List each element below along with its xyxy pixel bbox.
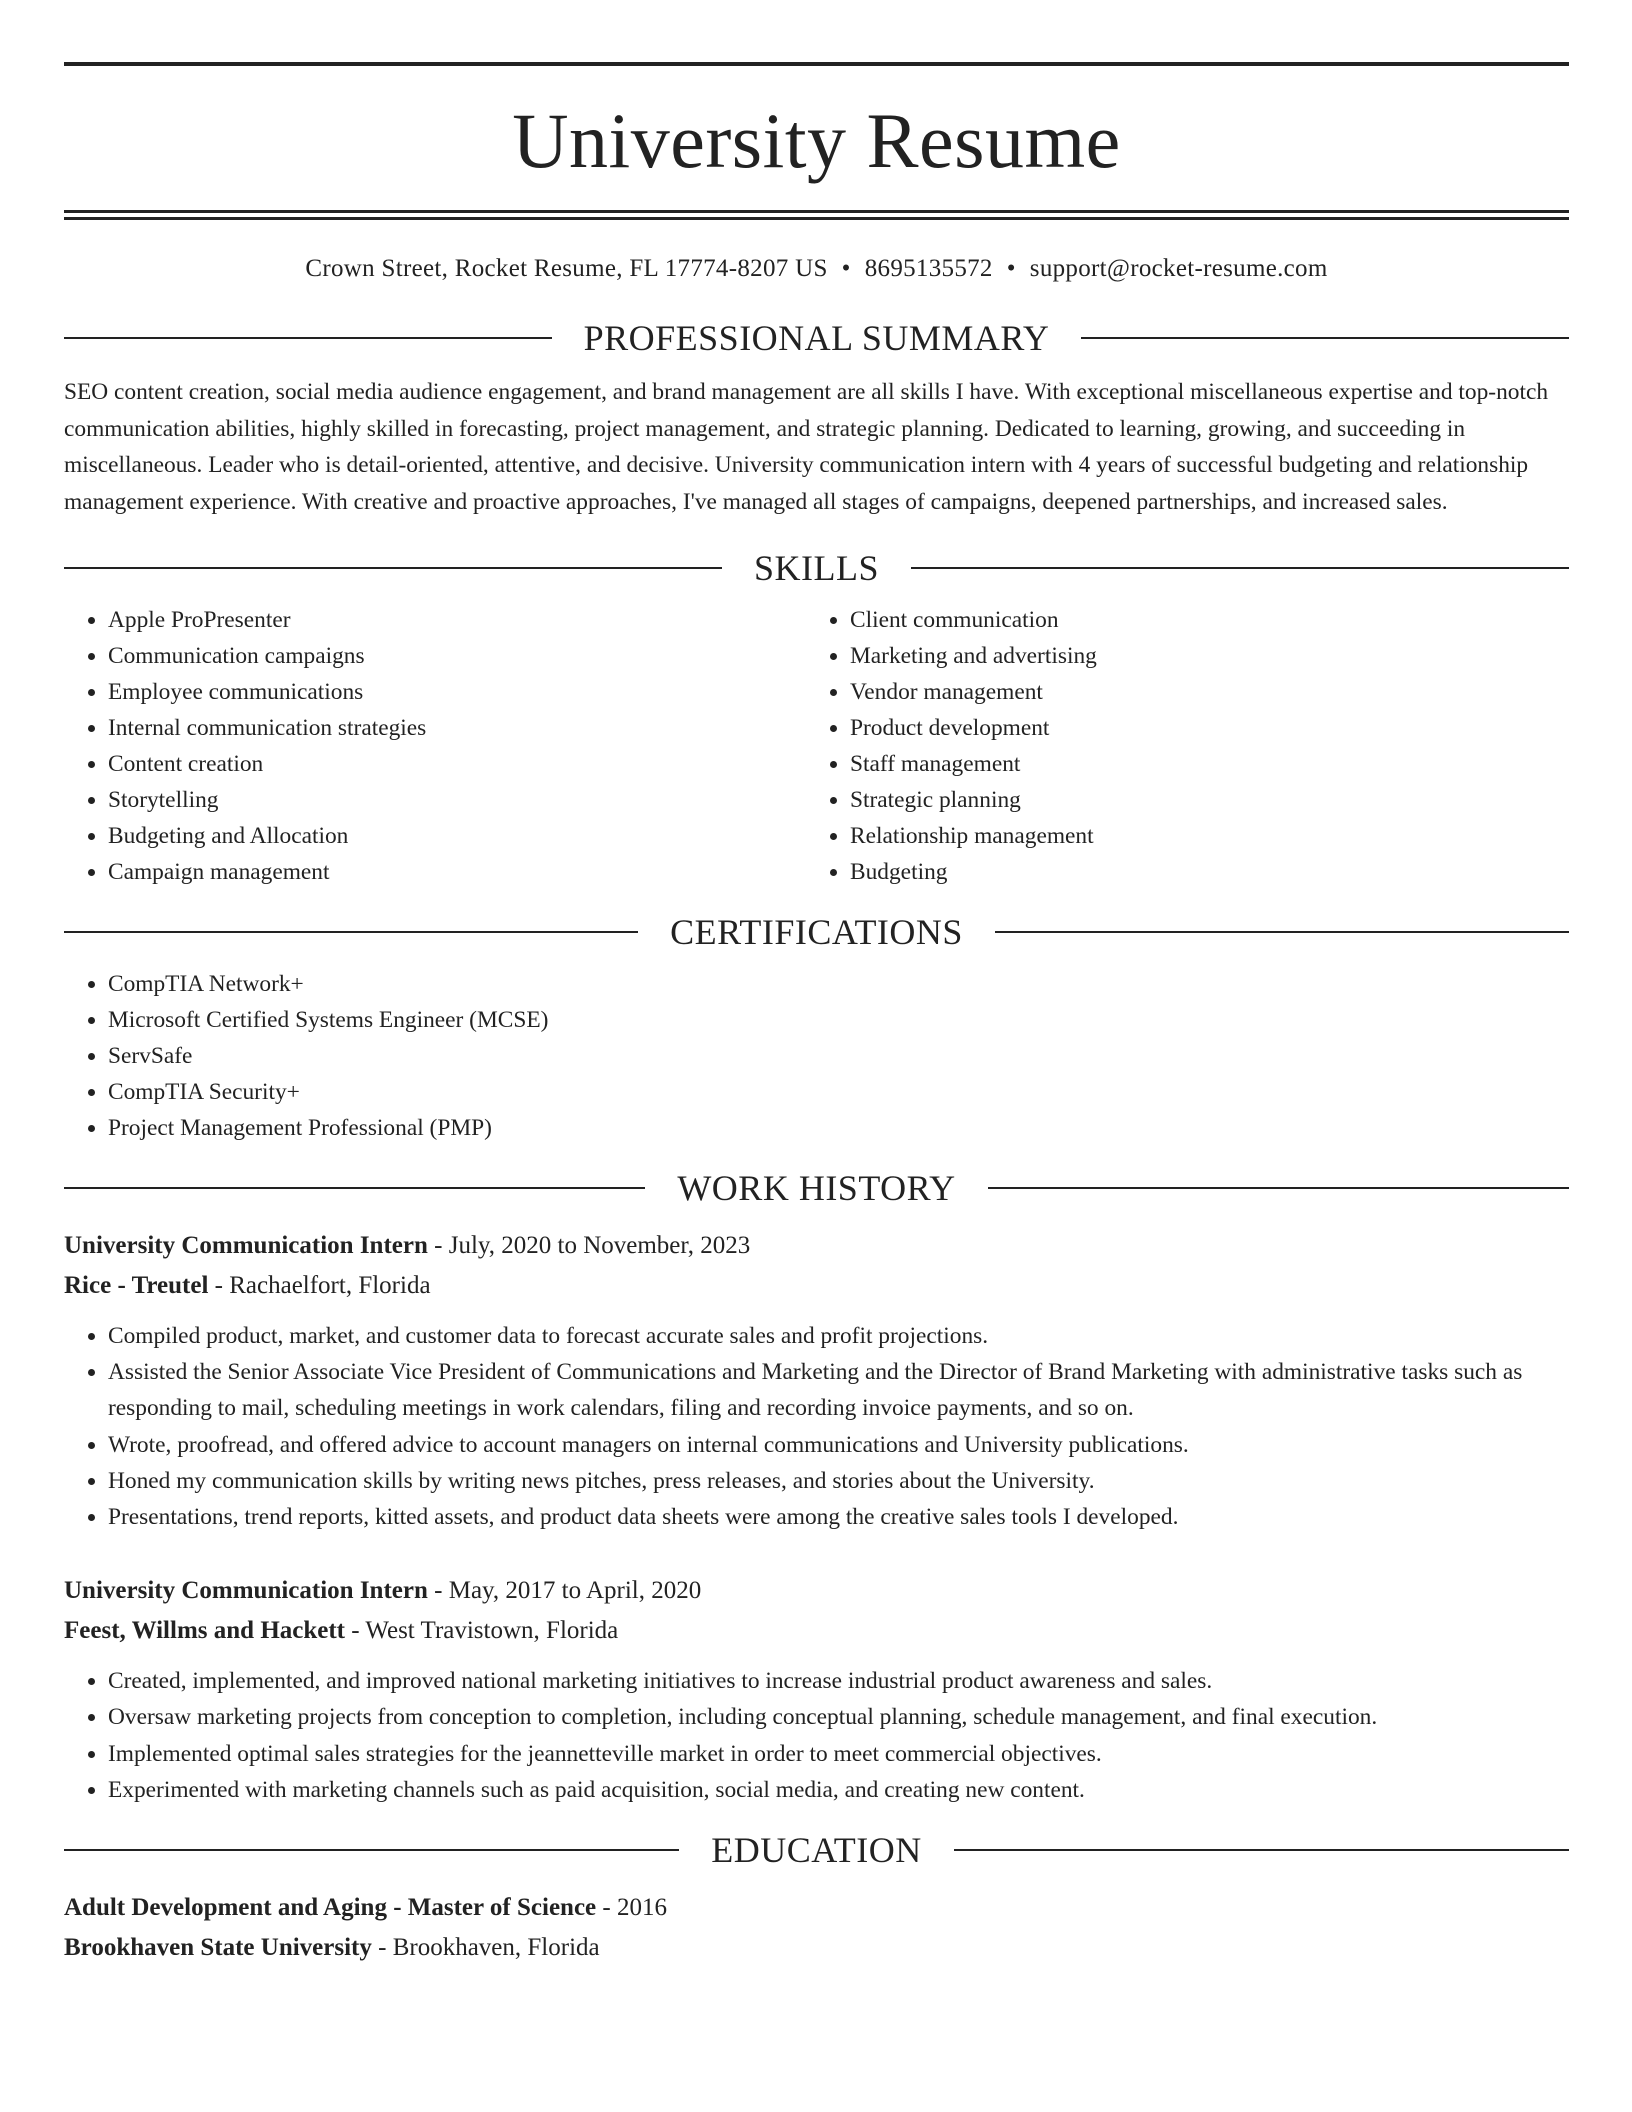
list-item: • Honed my communication skills by writing news pitches, press releases, and stories about the University.	[108, 1463, 1569, 1499]
job-title-line	[64, 1226, 1569, 1266]
section-rule-right	[988, 1187, 1569, 1189]
skills-grid	[64, 602, 1569, 890]
list-item: • Created, implemented, and improved national marketing initiatives to increase industrial product awareness and sales.	[108, 1663, 1569, 1699]
education-school-line	[64, 1928, 1569, 1968]
list-item: • CompTIA Security+	[108, 1074, 1569, 1110]
certifications-list	[64, 966, 1569, 1146]
section-rule-left	[64, 1849, 679, 1851]
job-location: - Rachaelfort, Florida	[208, 1272, 431, 1299]
contact-phone: 8695135572	[864, 255, 993, 282]
section-rule-right	[1081, 337, 1569, 339]
section-header-certifications	[64, 912, 1569, 952]
section-rule-right	[954, 1849, 1569, 1851]
contact-separator: •	[841, 255, 851, 282]
list-item: • Budgeting and Allocation	[108, 818, 806, 854]
list-item: • Product development	[850, 710, 1569, 746]
list-item: • Oversaw marketing projects from conception to completion, including conceptual planning, schedule management, and final execution.	[108, 1699, 1569, 1735]
list-item: • ServSafe	[108, 1038, 1569, 1074]
list-item: • Assisted the Senior Associate Vice President of Communications and Marketing and the Director of Brand Marketing with administrative tasks such as responding to mail, scheduling meetings in work calendars, filing and recording invoice payments, and so on.	[108, 1354, 1569, 1426]
list-item: • Budgeting	[850, 854, 1569, 890]
list-item: • Communication campaigns	[108, 638, 806, 674]
double-rule	[64, 210, 1569, 220]
list-item: • Client communication	[850, 602, 1569, 638]
list-item: • Relationship management	[850, 818, 1569, 854]
education-location: - Brookhaven, Florida	[371, 1934, 600, 1962]
education-school: Brookhaven State University	[64, 1934, 372, 1962]
education-entry	[64, 1888, 1569, 1968]
list-item: • Campaign management	[108, 854, 806, 890]
list-item: • Strategic planning	[850, 782, 1569, 818]
list-item: • CompTIA Network+	[108, 966, 1569, 1002]
section-header-skills	[64, 548, 1569, 588]
summary-text: SEO content creation, social media audience engagement, and brand management are all skills I have. With exceptional miscellaneous expertise and top-notch communication abilities, highly skilled in forecasting, project management, and strategic planning. Dedicated to learning, growing, and succeeding in miscellaneous. Leader who is detail-oriented, attentive, and decisive. University communication intern with 4 years of successful budgeting and relationship management experience. With creative and proactive approaches, I've managed all stages of campaigns, deepened partnerships, and increased sales.	[64, 379, 1549, 515]
job-bullets	[64, 1663, 1569, 1808]
list-item: • Microsoft Certified Systems Engineer (MCSE)	[108, 1002, 1569, 1038]
job-company: Feest, Willms and Hackett	[64, 1617, 346, 1645]
section-title-work: WORK HISTORY	[677, 1168, 956, 1208]
list-item: • Marketing and advertising	[850, 638, 1569, 674]
list-item: • Apple ProPresenter	[108, 602, 806, 638]
contact-address: Crown Street, Rocket Resume, FL 17774-8207 US	[305, 255, 828, 282]
section-rule-left	[64, 931, 638, 933]
list-item: • Content creation	[108, 746, 806, 782]
list-item: • Experimented with marketing channels such as paid acquisition, social media, and creating new content.	[108, 1772, 1569, 1808]
list-item: • Wrote, proofread, and offered advice to account managers on internal communications and University publications.	[108, 1427, 1569, 1463]
job-dates: - July, 2020 to November, 2023	[427, 1232, 751, 1259]
job-bullets	[64, 1318, 1569, 1535]
section-header-summary	[64, 318, 1569, 358]
section-title-education: EDUCATION	[711, 1830, 922, 1871]
job-entry	[64, 1226, 1569, 1535]
section-rule-right	[995, 931, 1569, 933]
list-item: • Employee communications	[108, 674, 806, 710]
skills-list-left	[64, 602, 806, 890]
section-header-education	[64, 1830, 1569, 1870]
section-title-skills: SKILLS	[754, 548, 880, 588]
section-rule-left	[64, 1187, 645, 1189]
section-title-certifications: CERTIFICATIONS	[670, 912, 963, 952]
job-entry	[64, 1571, 1569, 1808]
section-title-summary: PROFESSIONAL SUMMARY	[583, 318, 1050, 358]
education-degree: Adult Development and Aging - Master of Science	[64, 1894, 597, 1922]
section-rule-left	[64, 337, 552, 339]
job-org-line	[64, 1266, 1569, 1306]
job-location: - West Travistown, Florida	[345, 1617, 619, 1645]
job-title-line	[64, 1571, 1569, 1611]
list-item: • Implemented optimal sales strategies for the jeannetteville market in order to meet commercial objectives.	[108, 1736, 1569, 1772]
contact-email: support@rocket-resume.com	[1029, 255, 1328, 282]
job-title: University Communication Intern	[64, 1232, 428, 1259]
list-item: • Project Management Professional (PMP)	[108, 1110, 1569, 1146]
list-item: • Storytelling	[108, 782, 806, 818]
list-item: • Staff management	[850, 746, 1569, 782]
list-item: • Vendor management	[850, 674, 1569, 710]
job-dates: - May, 2017 to April, 2020	[427, 1577, 702, 1605]
resume-name: University Resume	[512, 97, 1121, 184]
contact-line	[64, 254, 1569, 284]
job-company: Rice - Treutel	[64, 1272, 209, 1299]
top-rule	[64, 62, 1569, 66]
education-year: - 2016	[596, 1894, 667, 1922]
list-item: • Internal communication strategies	[108, 710, 806, 746]
list-item: • Compiled product, market, and customer data to forecast accurate sales and profit projections.	[108, 1318, 1569, 1354]
section-rule-right	[911, 567, 1569, 569]
job-org-line	[64, 1611, 1569, 1651]
section-header-work	[64, 1168, 1569, 1208]
skills-list-right	[806, 602, 1569, 890]
job-title: University Communication Intern	[64, 1577, 428, 1605]
section-rule-left	[64, 567, 722, 569]
education-degree-line	[64, 1888, 1569, 1928]
contact-separator: •	[1006, 255, 1016, 282]
list-item: • Presentations, trend reports, kitted assets, and product data sheets were among the creative sales tools I developed.	[108, 1499, 1569, 1535]
